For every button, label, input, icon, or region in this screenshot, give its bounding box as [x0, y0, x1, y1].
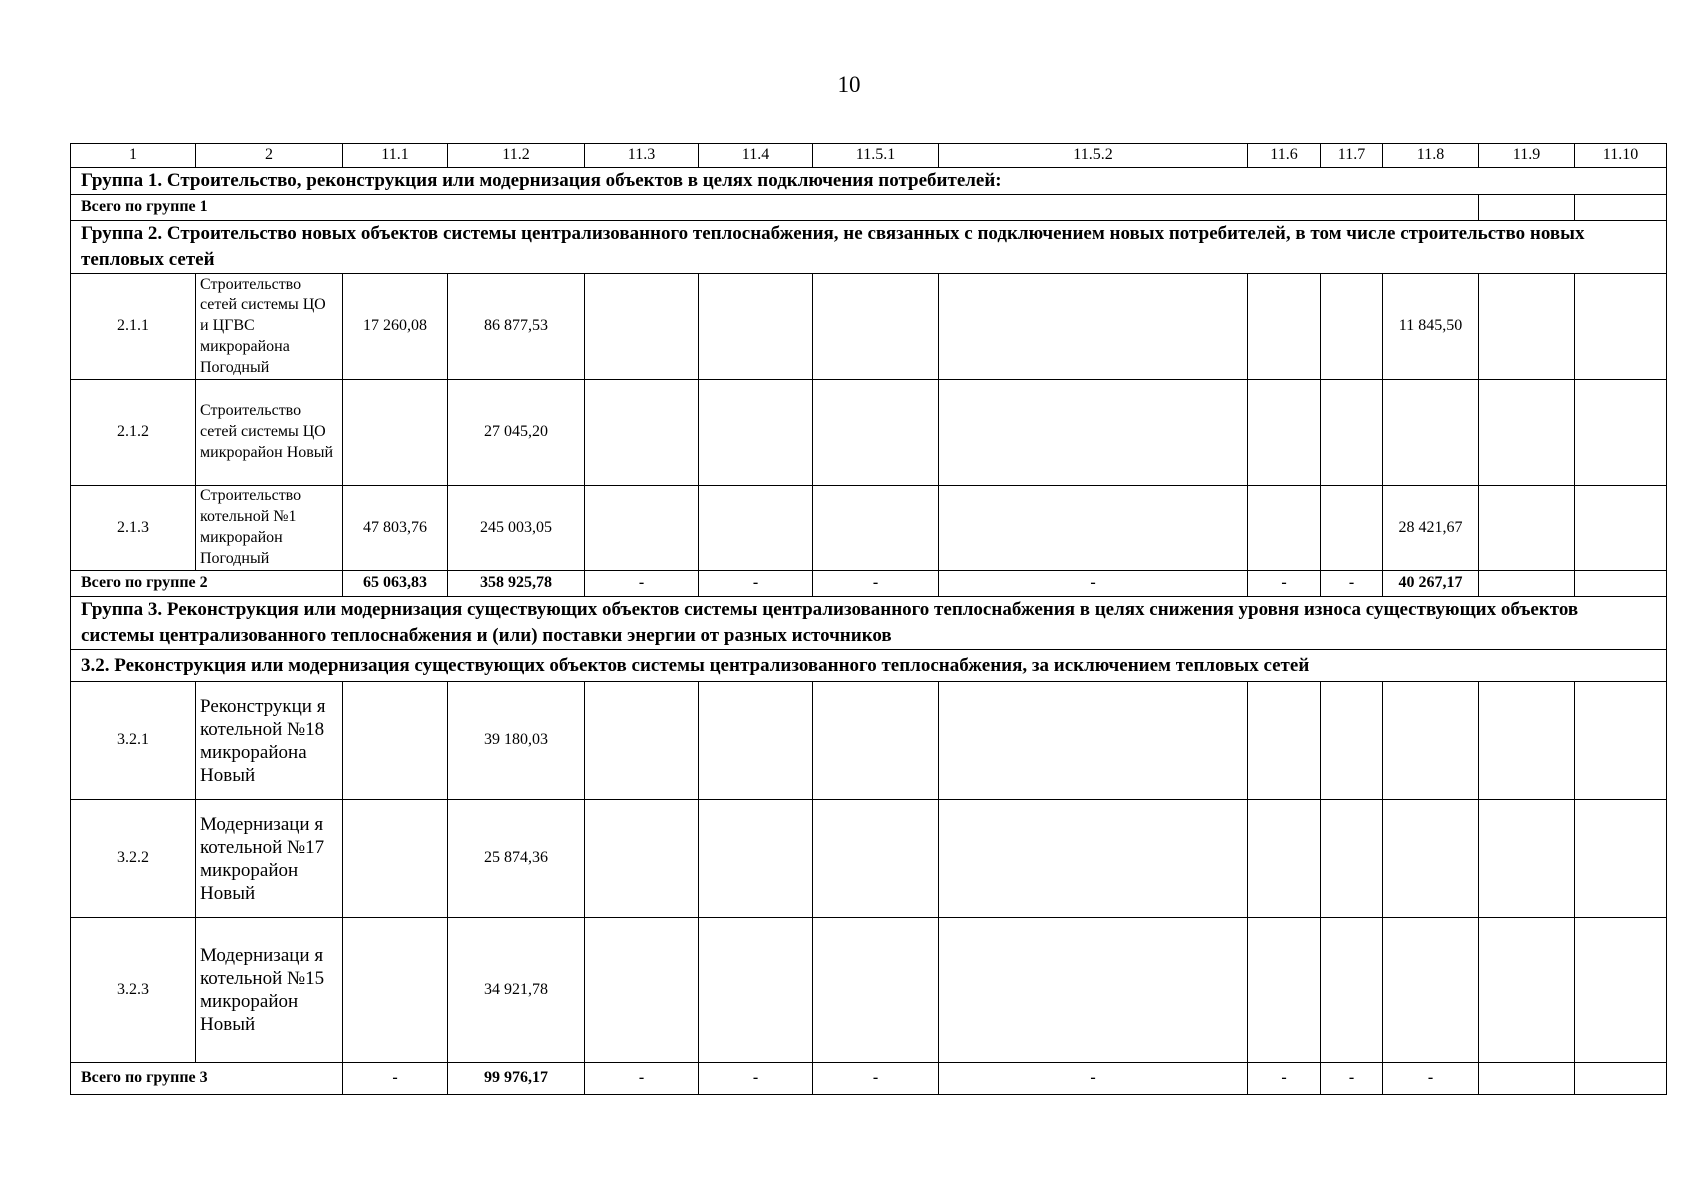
table-cell	[1575, 800, 1667, 918]
header-cell: 11.1	[343, 144, 448, 168]
row-name: Модернизаци я котельной №17 микрорайон Новый	[196, 800, 343, 918]
group-2-total-row	[71, 571, 1667, 597]
total-11-3: -	[585, 1063, 699, 1095]
total-11-2: 358 925,78	[448, 571, 585, 597]
table-cell	[1575, 195, 1667, 221]
header-cell: 11.6	[1248, 144, 1321, 168]
table-cell	[1479, 1063, 1575, 1095]
table-cell	[1575, 380, 1667, 486]
table-cell	[1479, 195, 1575, 221]
group-3-total-row	[71, 1063, 1667, 1095]
total-11-4: -	[699, 571, 813, 597]
row-number: 2.1.3	[71, 486, 196, 571]
subgroup-3-2-title: 3.2. Реконструкция или модернизация существующих объектов системы централизованного теплоснабжения, за исключением тепловых сетей	[71, 650, 1667, 682]
table-cell	[939, 682, 1248, 800]
total-11-1: -	[343, 1063, 448, 1095]
header-cell: 11.9	[1479, 144, 1575, 168]
group-1-total-row	[71, 195, 1667, 221]
table-cell	[585, 486, 699, 571]
table-cell	[1248, 800, 1321, 918]
group-1-title: Группа 1. Строительство, реконструкция или модернизация объектов в целях подключения потребителей:	[71, 168, 1667, 195]
header-cell: 11.3	[585, 144, 699, 168]
total-11-3: -	[585, 571, 699, 597]
row-number: 3.2.2	[71, 800, 196, 918]
total-11-7: -	[1321, 571, 1383, 597]
group-2-total-label: Всего по группе 2	[71, 571, 343, 597]
table-cell	[1575, 682, 1667, 800]
table-cell	[1248, 918, 1321, 1063]
total-11-8: -	[1383, 1063, 1479, 1095]
table-cell	[585, 380, 699, 486]
table-cell	[1321, 380, 1383, 486]
total-11-1: 65 063,83	[343, 571, 448, 597]
row-number: 2.1.2	[71, 380, 196, 486]
table-cell	[813, 918, 939, 1063]
total-11-6: -	[1248, 1063, 1321, 1095]
page-number: 10	[837, 72, 861, 97]
table-cell	[813, 274, 939, 380]
table-row	[71, 486, 1667, 571]
table-cell	[1383, 918, 1479, 1063]
row-name: Строительство сетей системы ЦО микрорайон Новый	[196, 380, 343, 486]
header-cell: 11.2	[448, 144, 585, 168]
table-cell	[343, 800, 448, 918]
header-cell: 11.8	[1383, 144, 1479, 168]
table-row	[71, 380, 1667, 486]
row-number: 2.1.1	[71, 274, 196, 380]
group-2-title-row	[71, 221, 1667, 274]
table-cell	[1248, 274, 1321, 380]
table-cell	[699, 682, 813, 800]
total-11-6: -	[1248, 571, 1321, 597]
group-3-total-label: Всего по группе 3	[71, 1063, 343, 1095]
table-cell	[1383, 800, 1479, 918]
header-cell: 11.4	[699, 144, 813, 168]
row-number: 3.2.1	[71, 682, 196, 800]
cell-11-2: 39 180,03	[448, 682, 585, 800]
table-cell	[939, 918, 1248, 1063]
cell-11-2: 27 045,20	[448, 380, 585, 486]
table-cell	[585, 682, 699, 800]
table-row	[71, 274, 1667, 380]
table-cell	[1479, 274, 1575, 380]
table-cell	[1248, 486, 1321, 571]
cell-11-8	[1383, 380, 1479, 486]
table-cell	[343, 682, 448, 800]
table-cell	[1479, 571, 1575, 597]
cell-11-8: 11 845,50	[1383, 274, 1479, 380]
table-cell	[585, 800, 699, 918]
group-3-title-row	[71, 597, 1667, 650]
row-name: Реконструкци я котельной №18 микрорайона Новый	[196, 682, 343, 800]
table-cell	[343, 918, 448, 1063]
table-cell	[813, 800, 939, 918]
table-cell	[1321, 486, 1383, 571]
table-cell	[939, 486, 1248, 571]
table-cell	[699, 800, 813, 918]
row-name: Модернизаци я котельной №15 микрорайон Новый	[196, 918, 343, 1063]
table-cell	[1479, 486, 1575, 571]
table-cell	[1479, 380, 1575, 486]
header-cell: 11.7	[1321, 144, 1383, 168]
header-cell: 11.10	[1575, 144, 1667, 168]
total-11-7: -	[1321, 1063, 1383, 1095]
cell-11-2: 25 874,36	[448, 800, 585, 918]
header-cell: 1	[71, 144, 196, 168]
total-11-4: -	[699, 1063, 813, 1095]
table-cell	[1479, 682, 1575, 800]
cell-11-2: 34 921,78	[448, 918, 585, 1063]
group-3-title: Группа 3. Реконструкция или модернизация существующих объектов системы централизованного теплоснабжения в целях снижения уровня износа существующих объектов системы централизованного теплоснабжения и (или) поставки энергии от разных источников	[71, 597, 1667, 650]
table-cell	[1575, 1063, 1667, 1095]
table-cell	[1248, 682, 1321, 800]
cell-11-2: 245 003,05	[448, 486, 585, 571]
total-11-5-1: -	[813, 571, 939, 597]
column-number-row	[71, 144, 1667, 168]
cell-11-1: 17 260,08	[343, 274, 448, 380]
group-1-title-row	[71, 168, 1667, 195]
subgroup-3-2-title-row	[71, 650, 1667, 682]
cell-11-8: 28 421,67	[1383, 486, 1479, 571]
total-11-5-2: -	[939, 571, 1248, 597]
row-name: Строительство сетей системы ЦО и ЦГВС микрорайона Погодный	[196, 274, 343, 380]
cell-11-2: 86 877,53	[448, 274, 585, 380]
row-number: 3.2.3	[71, 918, 196, 1063]
table-cell	[939, 800, 1248, 918]
cell-11-1: 47 803,76	[343, 486, 448, 571]
table-cell	[585, 274, 699, 380]
table-cell	[1575, 918, 1667, 1063]
group-1-total-label: Всего по группе 1	[71, 195, 1479, 221]
group-2-title: Группа 2. Строительство новых объектов системы централизованного теплоснабжения, не связанных с подключением новых потребителей, в том числе строительство новых тепловых сетей	[71, 221, 1667, 274]
table-cell	[813, 380, 939, 486]
total-11-8: 40 267,17	[1383, 571, 1479, 597]
investment-table	[70, 143, 1667, 1095]
table-cell	[699, 918, 813, 1063]
row-name: Строительство котельной №1 микрорайон Погодный	[196, 486, 343, 571]
table-cell	[1321, 800, 1383, 918]
header-cell: 11.5.1	[813, 144, 939, 168]
table-cell	[1321, 682, 1383, 800]
table-cell	[1321, 274, 1383, 380]
cell-11-1	[343, 380, 448, 486]
table-cell	[1479, 918, 1575, 1063]
table-cell	[813, 682, 939, 800]
total-11-5-2: -	[939, 1063, 1248, 1095]
table-cell	[1575, 274, 1667, 380]
table-cell	[1321, 918, 1383, 1063]
table-cell	[699, 380, 813, 486]
table-cell	[1575, 486, 1667, 571]
header-cell: 2	[196, 144, 343, 168]
total-11-2: 99 976,17	[448, 1063, 585, 1095]
table-row	[71, 800, 1667, 918]
table-cell	[699, 274, 813, 380]
table-cell	[1383, 682, 1479, 800]
table-cell	[1479, 800, 1575, 918]
table-cell	[699, 486, 813, 571]
table-cell	[813, 486, 939, 571]
table-row	[71, 682, 1667, 800]
table-cell	[1248, 380, 1321, 486]
table-cell	[939, 380, 1248, 486]
table-row	[71, 918, 1667, 1063]
table-cell	[585, 918, 699, 1063]
table-cell	[1575, 571, 1667, 597]
header-cell: 11.5.2	[939, 144, 1248, 168]
table-cell	[939, 274, 1248, 380]
total-11-5-1: -	[813, 1063, 939, 1095]
